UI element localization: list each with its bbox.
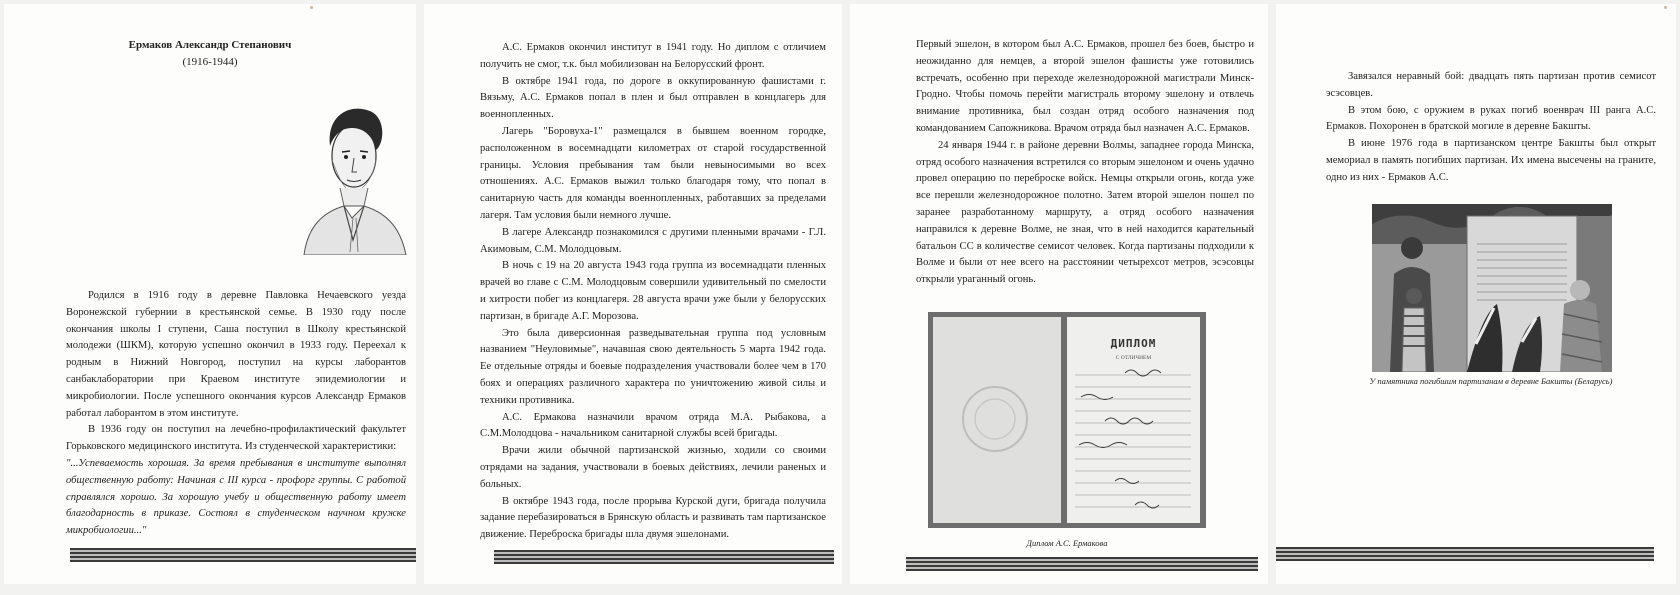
ribbon-divider <box>494 550 834 564</box>
memorial-caption: У памятника погибшим партизанам в деревне Бакшты (Беларусь) <box>1369 376 1613 386</box>
paragraph: А.С. Ермаков окончил институт в 1941 году. Но диплом с отличием получить не смог, т.к. был мобилизован на Белорусский фронт. <box>480 42 826 70</box>
page-4-text <box>1326 69 1656 187</box>
diploma-photo <box>928 312 1206 528</box>
page-title: Ермаков Александр Степанович <box>128 39 292 51</box>
paragraph: Это была диверсионная разведывательная группа под условным названием "Неуловимые", начавшая свою деятельность 5 марта 1942 года. Ее отдельные отряды и боевые подразделения участвовали более чем в 170 боях и операциях различного характера по уничтожению живой силы и техники противника. <box>480 327 826 406</box>
paragraph: В июне 1976 года в партизанском центре Бакшты был открыт мемориал в память погибших партизан. Их имена высечены на граните, одно из них - Ермаков А.С. <box>1326 138 1656 183</box>
page-2-text <box>480 40 826 544</box>
ribbon-divider <box>906 557 1258 571</box>
page-4 <box>1276 4 1676 584</box>
paragraph: В лагере Александр познакомился с другими пленными врачами - Г.Л. Акимовым, С.М. Молодцовым. <box>480 226 826 255</box>
page-3 <box>850 4 1268 584</box>
quote: "...Успеваемость хорошая. За время пребывания в институте выполнял общественную работу: Начиная с III курса - профорг группы. С работой справлялся хорошо. За хорошую учебу и общественную работу имеет благодарность в приказе. Состоял в студенческом научном кружке микробиологии..." <box>66 457 406 537</box>
ribbon-divider <box>70 548 416 562</box>
diploma-right-page <box>1067 317 1200 523</box>
diploma-title: ДИПЛОМ <box>1110 337 1157 350</box>
page-3-text <box>916 37 1254 289</box>
page-1-text <box>66 288 406 540</box>
diploma-caption: Диплом А.С. Ермакова <box>1026 538 1108 548</box>
memorial-photo-icon <box>1372 204 1612 372</box>
paragraph: В октябре 1943 года, после прорыва Курской дуги, бригада получила задание перебазироваться в Брянскую область и развивать там партизанское движение. Переброска бригады шла двумя эшелонами. <box>480 495 826 541</box>
paragraph: Врачи жили обычной партизанской жизнью, ходили со своими отрядами на задания, участвовали в боевых действиях, лечили раненых и больных. <box>480 445 826 490</box>
diploma-left-page <box>933 317 1061 523</box>
paragraph: Завязался неравный бой: двадцать пять партизан против семисот эсэсовцев. <box>1326 71 1656 99</box>
paragraph: А.С. Ермакова назначили врачом отряда М.А. Рыбакова, а С.М.Молодцова - начальником санитарной службы всей бригады. <box>480 411 826 440</box>
paragraph: В октябре 1941 года, по дороге в оккупированную фашистами г. Вязьму, А.С. Ермаков попал в плен и был отправлен в концлагерь для военнопленных. <box>480 75 826 121</box>
portrait-sketch-icon <box>296 100 411 255</box>
page-1 <box>4 4 416 584</box>
diploma-handwriting-icon <box>1075 367 1193 517</box>
diploma-subtitle: С ОТЛИЧИЕМ <box>1115 355 1152 361</box>
paragraph: Лагерь "Боровуха-1" размещался в бывшем военном городке, расположенном в восемнадцати километрах от старой государственной границы. Условия пребывания там были невыносимыми во всех отношениях. А.С. Ермаков выжил только благодаря тому, что попал в санитарную часть для команды военнопленных, работавших за пределами лагеря. Там условия были немного лучше. <box>480 125 826 221</box>
paragraph: Первый эшелон, в котором был А.С. Ермаков, прошел без боев, быстро и неожиданно для немцев, а второй эшелон фашисты уже готовились встречать, особенно при переходе железнодорожной магистрали Минск-Гродно. Чтобы помочь перейти магистраль второму эшелону и отвлечь внимание противника, был создан отряд особого назначения под командованием Сапожникова. Врачом отряда был назначен А.С. Ермаков. <box>916 39 1254 134</box>
paragraph: В 1936 году он поступил на лечебно-профилактический факультет Горьковского медицинского института. Из студенческой характеристики: <box>66 424 406 453</box>
paragraph: 24 января 1944 г. в районе деревни Волмы, западнее города Минска, отряд особого назначения встретился со вторым эшелоном и очень удачно провел операцию по переброске войск. Немцы открыли огонь, когда уже все перешли железнодорожное полотно. Затем второй эшелон пошел по заранее разработанному маршруту, а отряд особого назначения направился к деревне Волме, не зная, что в ней находится карательный батальон СС в количестве семисот человек. Когда партизаны подходили к Волме и были от нее всего на расстоянии четырехсот метров, эсэсовцы открыли ураганный огонь. <box>916 139 1254 286</box>
decorative-dot <box>1664 6 1667 9</box>
paragraph: В ночь с 19 на 20 августа 1943 года группа из восемнадцати пленных врачей во главе с С.М. Молодцовым совершили удивительный по смелости и хитрости побег из концлагеря. 28 августа врачи уже были у белорусских партизан, в бригаде А.Г. Морозова. <box>480 260 826 322</box>
paragraph: В этом бою, с оружием в руках погиб военврач III ранга А.С. Ермаков. Похоронен в братской могиле в деревне Бакшты. <box>1326 104 1656 133</box>
page-2 <box>424 4 842 584</box>
ribbon-divider <box>1276 547 1654 561</box>
decorative-dot <box>310 6 313 9</box>
emblem-watermark-icon <box>933 317 1061 523</box>
paragraph: Родился в 1916 году в деревне Павловка Нечаевского уезда Воронежской губернии в крестьянской семье. В 1930 году после окончания школы I ступени, Саша поступил в Школу крестьянской молодежи (ШКМ), которую успешно окончил в 1933 году. Переехал к родным в Нижний Новгород, поступил на курсы лаборантов санбаклаборатории при Краевом институте эпидемиологии и микробиологии. После успешного окончания курсов Александр Ермаков работал лаборантом в этом институте. <box>66 290 406 419</box>
life-dates: (1916-1944) <box>182 56 238 68</box>
